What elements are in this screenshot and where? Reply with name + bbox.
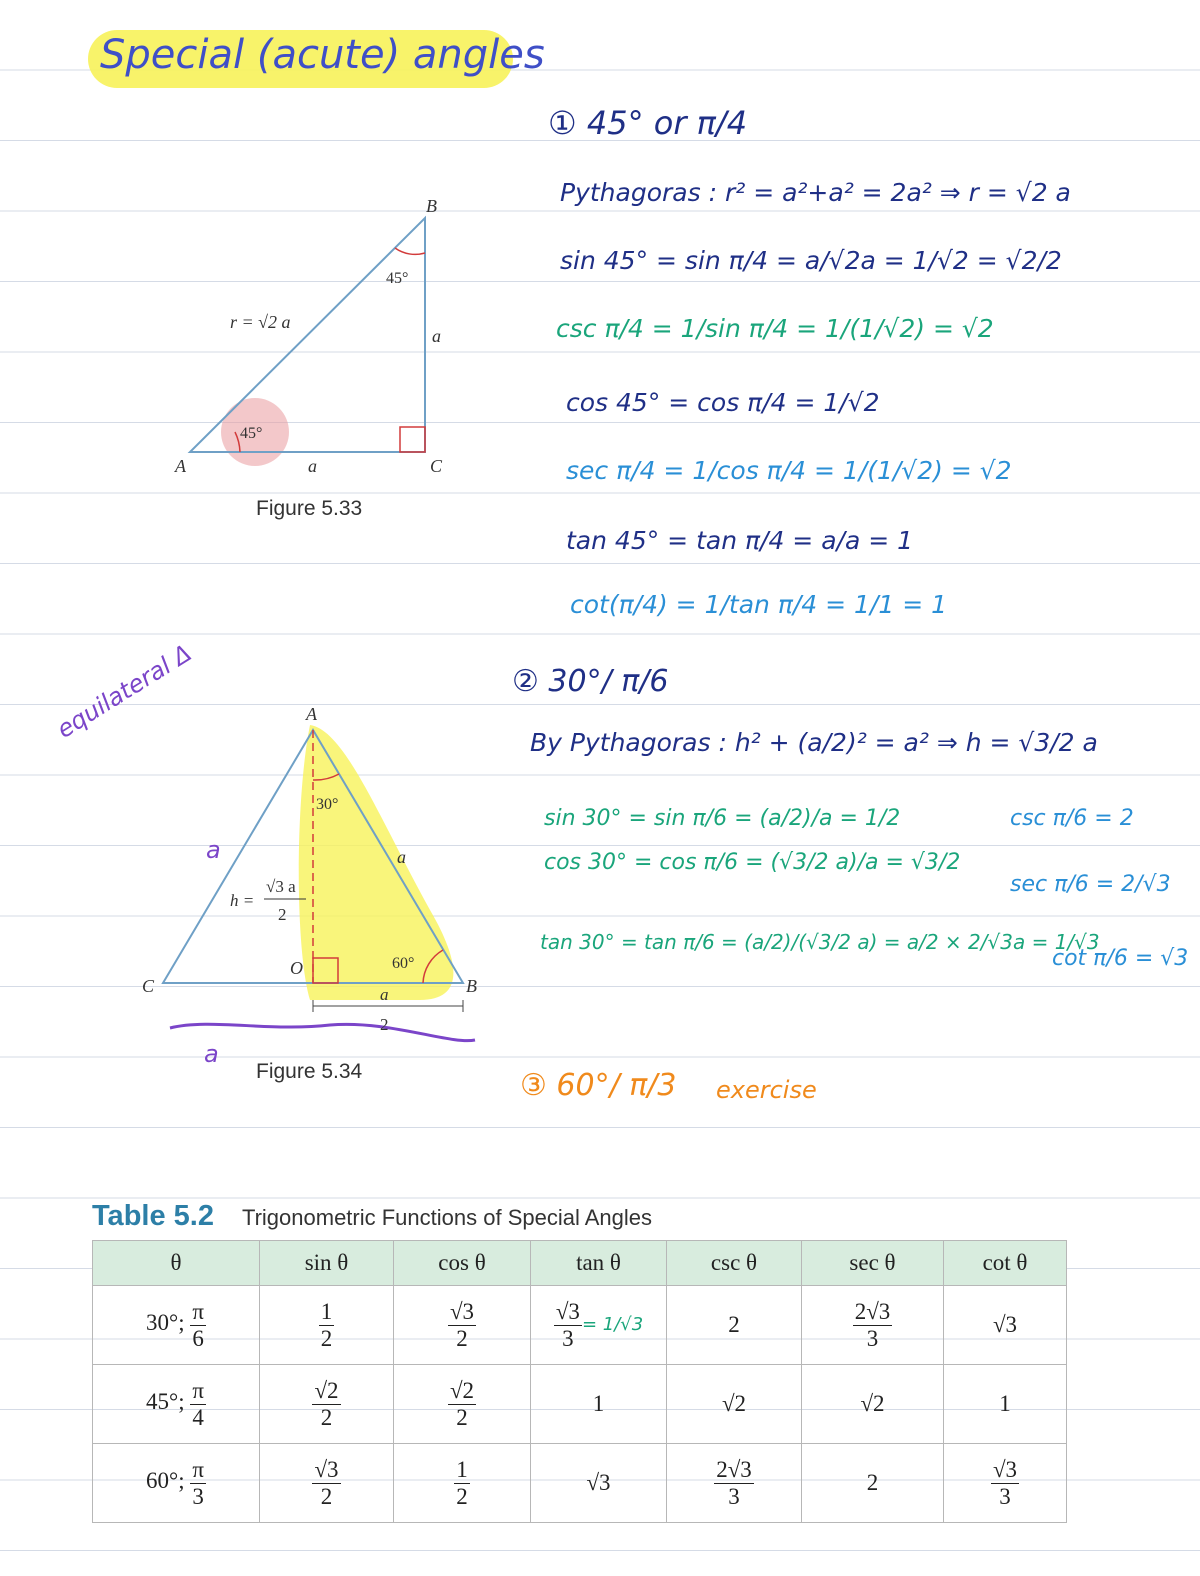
angle-a-label: 45° (240, 425, 263, 442)
tan-cell: 1 (531, 1365, 667, 1444)
trig-table (92, 1240, 1067, 1523)
cot-cell: 1 (944, 1365, 1067, 1444)
side-a-note: a (206, 836, 221, 864)
section2-sin: sin 30° = sin π/6 = (a/2)/a = 1/2 (544, 806, 901, 831)
vertex-a: A (175, 456, 186, 476)
cos-cell: $\frac{√2}{2}$ (394, 1365, 531, 1444)
sin-cell: $\frac{1}{2}$ (260, 1286, 394, 1365)
vertex-b: B (466, 976, 477, 996)
section2-tan: tan 30° = tan π/6 = (a/2)/(√3/2 a) = a/2 × 2/√3a = 1/√3 (540, 930, 1100, 954)
vertex-c: C (430, 456, 443, 476)
tan-cell: $\frac{√3}{3}$ = 1/√3 (531, 1286, 667, 1365)
angle-b-label: 45° (386, 270, 409, 287)
angle-top-label: 30° (316, 796, 339, 813)
table-number: Table 5.2 (92, 1200, 214, 1232)
section2-csc: csc π/6 = 2 (1010, 806, 1134, 831)
half-base-numerator: a (380, 985, 389, 1004)
header-cot: cot θ (944, 1241, 1067, 1286)
csc-cell: √2 (667, 1365, 802, 1444)
section1-sec: sec π/4 = 1/cos π/4 = 1/(1/√2) = √2 (566, 456, 1012, 485)
table-row (93, 1286, 1067, 1365)
figure-5-33 (160, 190, 460, 490)
header-cos: cos θ (394, 1241, 531, 1286)
section1-tan: tan 45° = tan π/4 = a/a = 1 (566, 526, 914, 555)
side-label: a (397, 847, 406, 867)
figure-5-34 (130, 700, 500, 1080)
height-denominator: 2 (278, 905, 287, 924)
section1-pythagoras: Pythagoras : r² = a²+a² = 2a² ⇒ r = √2 a (560, 178, 1071, 207)
equilateral-note: equilateral Δ (52, 639, 197, 744)
base-label: a (308, 456, 317, 476)
section2-heading: ② 30°/ π/6 (512, 664, 669, 699)
angle-degrees: 30°; (146, 1310, 185, 1336)
half-base-denominator: 2 (380, 1015, 389, 1034)
section3-note: exercise (716, 1076, 817, 1104)
section1-sin: sin 45° = sin π/4 = a/√2a = 1/√2 = √2/2 (560, 246, 1062, 275)
cot-cell: √3 (944, 1286, 1067, 1365)
angle-b-label: 60° (392, 955, 415, 972)
figure-5-33-caption: Figure 5.33 (256, 497, 363, 520)
csc-cell: 2 (667, 1286, 802, 1365)
hypotenuse-label: r = √2 a (230, 312, 291, 332)
section2-cot: cot π/6 = √3 (1052, 946, 1189, 971)
angle-degrees: 45°; (146, 1389, 185, 1415)
section1-csc: csc π/4 = 1/sin π/4 = 1/(1/√2) = √2 (556, 314, 994, 343)
sin-cell: $\frac{√2}{2}$ (260, 1365, 394, 1444)
purple-brace (170, 1024, 475, 1040)
table-caption: Trigonometric Functions of Special Angles (241, 1205, 653, 1230)
angle-radians: $\frac{\pi}{3}$ (192, 1457, 204, 1509)
section3-heading: ③ 60°/ π/3 (520, 1068, 677, 1103)
vertex-c: C (142, 976, 155, 996)
header-sin: sin θ (260, 1241, 394, 1286)
height-numerator: √3 a (266, 877, 296, 896)
header-sec: sec θ (802, 1241, 944, 1286)
angle-degrees: 60°; (146, 1468, 185, 1494)
height-prefix: h = (230, 891, 255, 910)
page-title: Special (acute) angles (100, 32, 545, 78)
cot-cell: $\frac{√3}{3}$ (944, 1444, 1067, 1523)
csc-cell: $\frac{2√3}{3}$ (667, 1444, 802, 1523)
right-angle-mark (400, 427, 425, 452)
section2-cos: cos 30° = cos π/6 = (√3/2 a)/a = √3/2 (544, 850, 961, 875)
vertex-b: B (426, 196, 437, 216)
triangle-outline (190, 218, 425, 452)
header-tan: tan θ (531, 1241, 667, 1286)
section1-cot: cot(π/4) = 1/tan π/4 = 1/1 = 1 (570, 590, 948, 619)
header-theta: θ (93, 1241, 260, 1286)
figure-5-34-caption: Figure 5.34 (256, 1060, 363, 1083)
angle-cell (93, 1444, 260, 1523)
sec-cell: √2 (802, 1365, 944, 1444)
sin-cell: $\frac{√3}{2}$ (260, 1444, 394, 1523)
table-row (93, 1444, 1067, 1523)
vertex-o: O (290, 958, 303, 978)
section2-pythagoras: By Pythagoras : h² + (a/2)² = a² ⇒ h = √3/2 a (530, 728, 1098, 757)
angle-radians: $\frac{\pi}{4}$ (192, 1378, 204, 1430)
angle-cell (93, 1365, 260, 1444)
section2-sec: sec π/6 = 2/√3 (1010, 872, 1171, 897)
table-header-row (93, 1241, 1067, 1286)
tan-cell: √3 (531, 1444, 667, 1523)
base-a-note: a (204, 1040, 219, 1068)
table-row (93, 1365, 1067, 1444)
table-title (92, 1200, 652, 1233)
sec-cell: 2 (802, 1444, 944, 1523)
side-label: a (432, 326, 441, 346)
section1-cos: cos 45° = cos π/4 = 1/√2 (566, 388, 880, 417)
tan-note: = 1/√3 (581, 1314, 644, 1336)
angle-radians: $\frac{\pi}{6}$ (192, 1299, 204, 1351)
vertex-a: A (306, 704, 317, 724)
header-csc: csc θ (667, 1241, 802, 1286)
angle-arc-b (395, 248, 425, 254)
sec-cell: $\frac{2√3}{3}$ (802, 1286, 944, 1365)
angle-cell (93, 1286, 260, 1365)
section1-heading: ① 45° or π/4 (548, 104, 748, 142)
cos-cell: $\frac{√3}{2}$ (394, 1286, 531, 1365)
cos-cell: $\frac{1}{2}$ (394, 1444, 531, 1523)
